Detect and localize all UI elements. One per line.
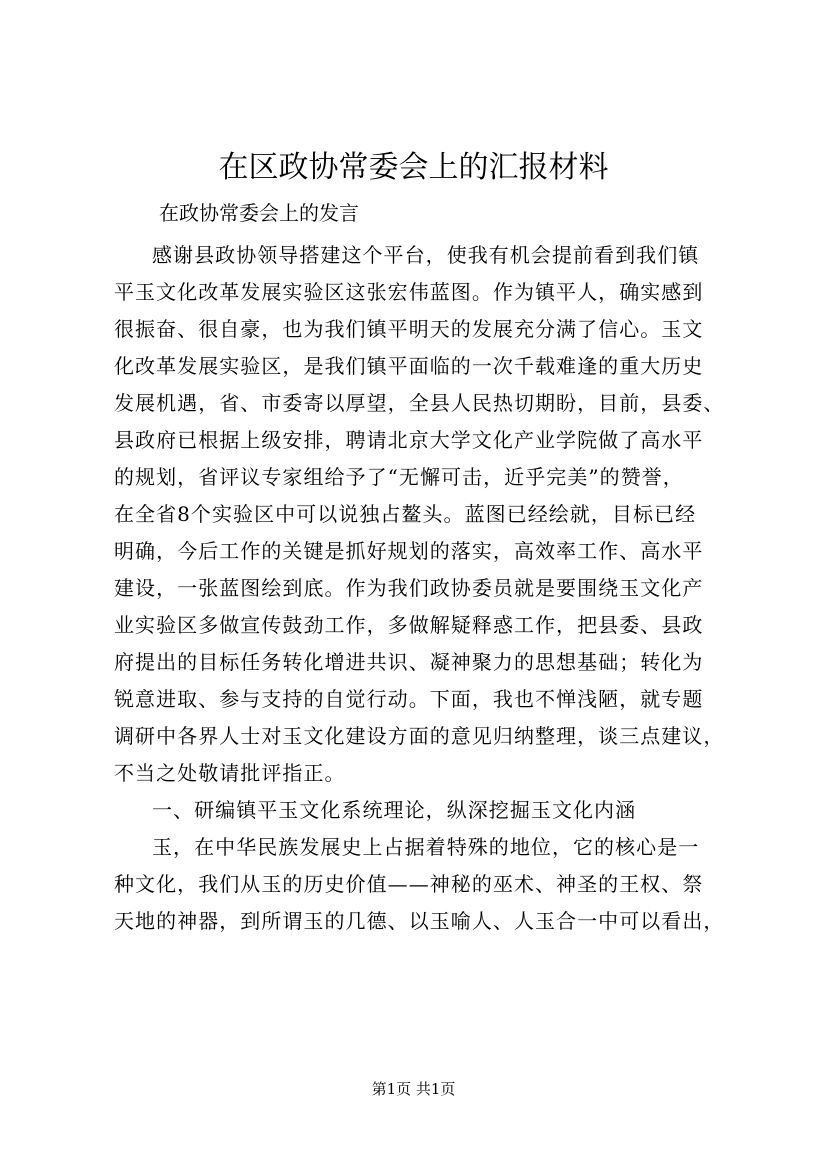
body-line: 建设，一张蓝图绘到底。作为我们政协委员就是要围绕玉文化产: [114, 576, 704, 600]
body-line: 天地的神器，到所谓玉的几德、以玉喻人、人玉合一中可以看出，: [114, 909, 725, 933]
body-line: 的规划，省评议专家组给予了“无懈可击，近乎完美”的赞誉，: [114, 465, 684, 489]
body-line: 发展机遇，省、市委寄以厚望，全县人民热切期盼，目前，县委、: [114, 391, 725, 415]
body-line: 明确，今后工作的关键是抓好规划的落实，高效率工作、高水平: [114, 539, 704, 563]
body-line: 种文化，我们从玉的历史价值——神秘的巫术、神圣的王权、祭: [114, 872, 704, 896]
section-heading: 一、研编镇平玉文化系统理论，纵深挖掘玉文化内涵: [152, 798, 637, 822]
body-line: 感谢县政协领导搭建这个平台，使我有机会提前看到我们镇: [152, 243, 700, 267]
body-line: 调研中各界人士对玉文化建设方面的意见归纳整理，谈三点建议，: [114, 724, 725, 748]
body-line: 玉，在中华民族发展史上占据着特殊的地位，它的核心是一: [152, 835, 700, 859]
body-line: 化改革发展实验区，是我们镇平面临的一次千载难逢的重大历史: [114, 354, 704, 378]
body-line: 县政府已根据上级安排，聘请北京大学文化产业学院做了高水平: [114, 428, 704, 452]
document-subtitle: 在政协常委会上的发言: [159, 201, 359, 225]
body-line: 平玉文化改革发展实验区这张宏伟蓝图。作为镇平人，确实感到: [114, 280, 704, 304]
body-line: 很振奋、很自豪，也为我们镇平明天的发展充分满了信心。玉文: [114, 317, 704, 341]
body-line: 业实验区多做宣传鼓劲工作，多做解疑释惑工作，把县委、县政: [114, 613, 704, 637]
page-footer: 第1页 共1页: [371, 1080, 456, 1098]
document-title: 在区政协常委会上的汇报材料: [218, 150, 609, 185]
body-line: 府提出的目标任务转化增进共识、凝神聚力的思想基础；转化为: [114, 650, 704, 674]
body-line: 锐意进取、参与支持的自觉行动。下面，我也不惮浅陋，就专题: [114, 687, 704, 711]
body-line: 不当之处敬请批评指正。: [114, 761, 346, 785]
document-body: [114, 237, 739, 940]
body-line: 在全省8个实验区中可以说独占鳌头。蓝图已经绘就，目标已经: [114, 502, 697, 526]
